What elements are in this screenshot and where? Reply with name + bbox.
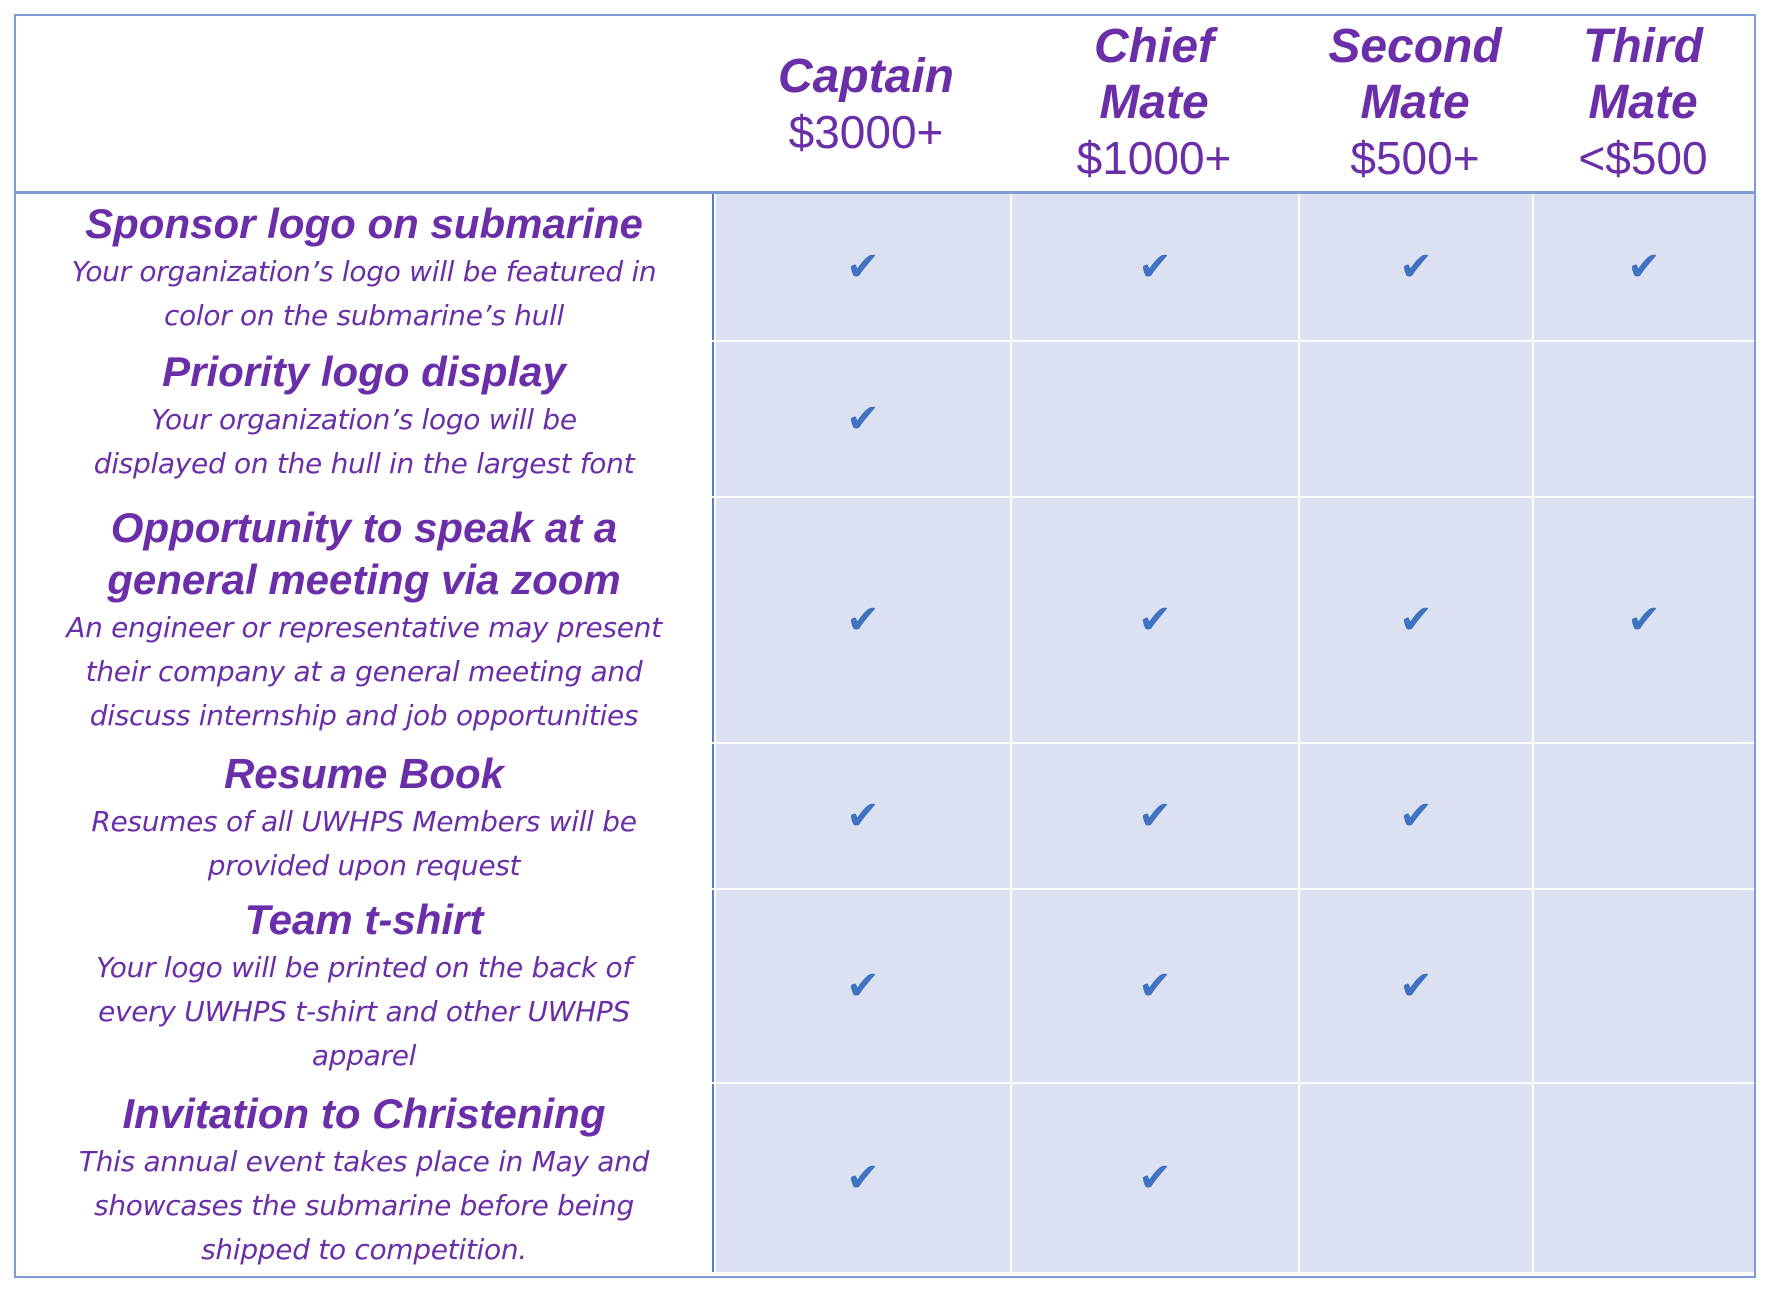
tier-cell [1532,890,1754,1082]
tier-cell [1010,890,1298,1082]
tier-cell [1298,342,1532,496]
tier-name: Second Mate [1328,20,1502,129]
benefit-description: An engineer or representative may present their company at a general meeting and discuss internship and job opportunities [66,611,662,732]
tier-cell [714,744,1010,888]
tier-price: $3000+ [788,106,944,158]
tier-third-mate [1532,19,1754,185]
benefit-title: Priority logo display [162,348,566,395]
benefit-row [16,744,1754,890]
tier-name: Captain [777,50,954,103]
tier-cell [1010,744,1298,888]
tier-captain [722,49,1010,185]
benefit-row [16,890,1754,1084]
tier-cell [714,498,1010,742]
checkmark-icon: ✔ [846,597,880,643]
tier-cell [1010,342,1298,496]
tier-name: Chief Mate [1094,20,1214,129]
benefit-row [16,194,1754,342]
tier-name: Third Mate [1583,20,1703,129]
benefit-description: Your logo will be printed on the back of every UWHPS t-shirt and other UWHPS apparel [96,951,632,1072]
checkmark-icon: ✔ [846,396,880,442]
benefit-cell [16,744,714,888]
tier-cell [1298,744,1532,888]
tier-header-row [16,16,1754,194]
sponsorship-table [14,14,1756,1278]
tier-second-mate [1298,19,1532,185]
checkmark-icon: ✔ [846,963,880,1009]
checkmark-icon: ✔ [1627,244,1661,290]
tier-cell [1298,1084,1532,1272]
tier-price: $1000+ [1076,132,1232,184]
tier-cell [1532,194,1754,340]
tier-price: <$500 [1578,132,1708,184]
benefit-title: Opportunity to speak at a general meeting via zoom [107,504,621,603]
benefit-title: Sponsor logo on submarine [85,200,643,247]
checkmark-icon: ✔ [1138,793,1172,839]
checkmark-icon: ✔ [1399,793,1433,839]
benefit-description: Your organization’s logo will be displayed on the hull in the largest font [93,403,635,480]
benefit-title: Invitation to Christening [122,1090,606,1137]
tier-cell [1010,1084,1298,1272]
benefit-row [16,498,1754,744]
checkmark-icon: ✔ [1138,1155,1172,1201]
benefit-cell [16,1084,714,1272]
checkmark-icon: ✔ [846,793,880,839]
benefit-cell [16,890,714,1082]
benefit-description: Your organization’s logo will be featured in color on the submarine’s hull [71,255,657,332]
benefit-row [16,1084,1754,1274]
checkmark-icon: ✔ [1399,597,1433,643]
tier-chief-mate [1010,19,1298,185]
checkmark-icon: ✔ [846,1155,880,1201]
benefit-cell [16,194,714,340]
benefit-cell [16,498,714,742]
tier-cell [714,1084,1010,1272]
benefit-row [16,342,1754,498]
tier-cell [1532,744,1754,888]
checkmark-icon: ✔ [846,244,880,290]
benefit-description: Resumes of all UWHPS Members will be provided upon request [91,805,637,882]
checkmark-icon: ✔ [1399,963,1433,1009]
tier-cell [1010,194,1298,340]
benefit-cell [16,342,714,496]
checkmark-icon: ✔ [1138,244,1172,290]
checkmark-icon: ✔ [1627,597,1661,643]
tier-cell [1298,890,1532,1082]
tier-cell [714,194,1010,340]
tier-cell [1532,498,1754,742]
checkmark-icon: ✔ [1138,963,1172,1009]
tier-cell [1298,194,1532,340]
benefit-title: Team t-shirt [244,896,484,943]
checkmark-icon: ✔ [1399,244,1433,290]
benefit-title: Resume Book [223,750,505,797]
tier-cell [714,342,1010,496]
tier-cell [1532,1084,1754,1272]
tier-cell [1010,498,1298,742]
benefit-description: This annual event takes place in May and showcases the submarine before being shipped to competition. [78,1145,650,1266]
checkmark-icon: ✔ [1138,597,1172,643]
tier-cell [1298,498,1532,742]
tier-cell [1532,342,1754,496]
tier-cell [714,890,1010,1082]
tier-price: $500+ [1350,132,1480,184]
